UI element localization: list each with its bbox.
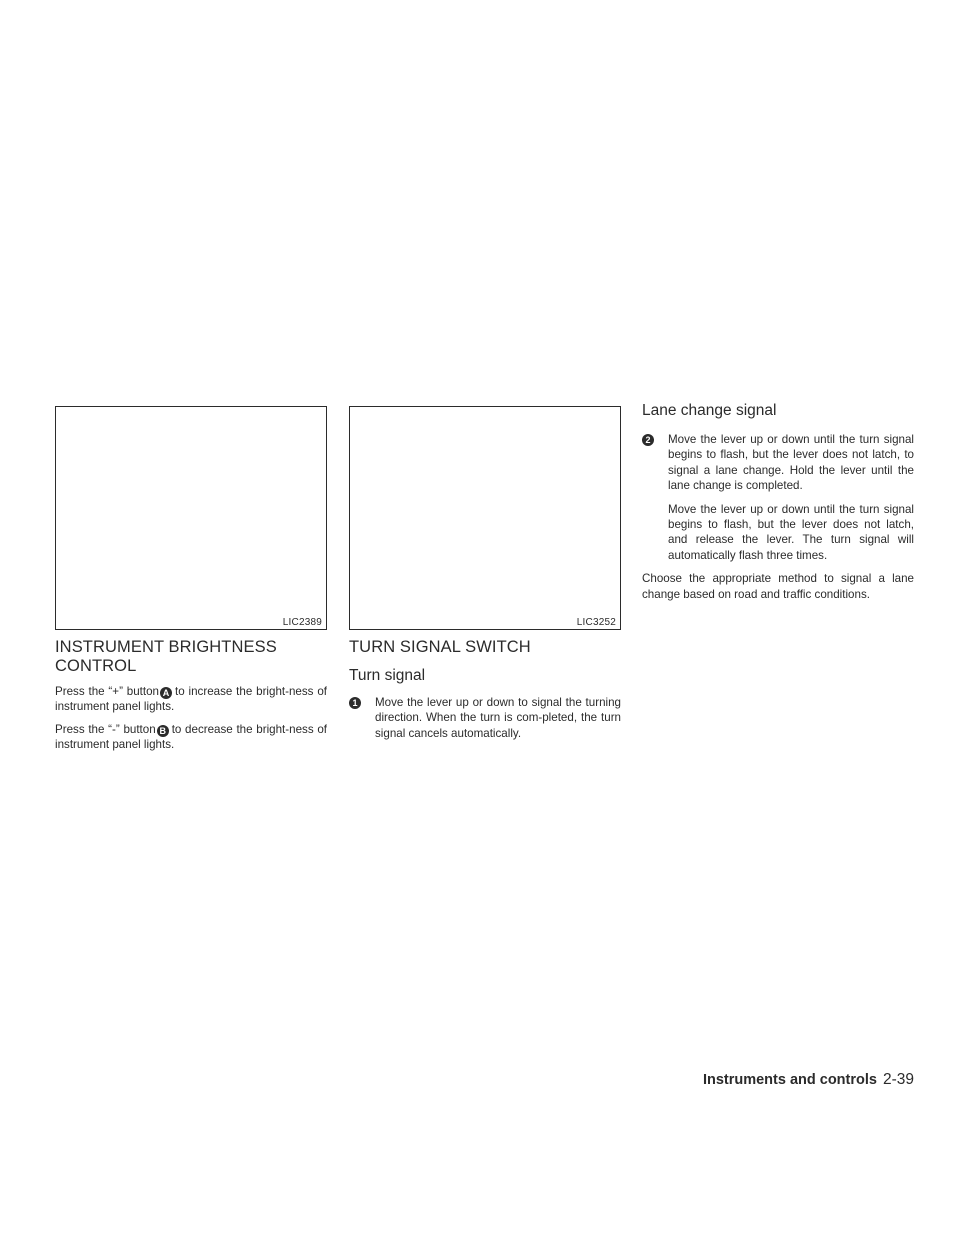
footer-section-title: Instruments and controls: [702, 1072, 877, 1088]
list-item-text: Move the lever up or down to signal the turning direction. When the turn is com-pleted, the turn signal cancels automatically.: [375, 696, 621, 740]
paragraph-text: to decrease the bright-ness of instrument panel lights.: [55, 722, 328, 752]
callout-a-icon: A: [160, 687, 172, 699]
indented-text: Move the lever up or down until the turn signal begins to flash, but the lever does not latch, and release the lever. The turn signal will automatically flash three times.: [668, 502, 914, 562]
figure-code: LIC2389: [282, 617, 322, 628]
list-item-1: [349, 695, 621, 741]
column-middle: [349, 406, 621, 749]
paragraph-text: to increase the bright-ness of instrument panel lights.: [55, 685, 327, 714]
figure-code: LIC3252: [576, 617, 616, 628]
callout-1-icon: 1: [349, 697, 361, 709]
column-left: [55, 406, 327, 760]
closing-paragraph: Choose the appropriate method to signal a lane change based on road and traffic conditions.: [642, 572, 914, 601]
figure-turn-signal-switch: [349, 406, 621, 630]
page-number: 2-39: [882, 1071, 914, 1088]
heading-instrument-brightness: INSTRUMENT BRIGHTNESS CONTROL: [55, 638, 277, 675]
list-item-text: Move the lever up or down until the turn signal begins to flash, but the lever does not latch, to signal a lane change. Hold the lever until the lane change is completed.: [668, 433, 914, 493]
heading-turn-signal-switch: TURN SIGNAL SWITCH: [349, 638, 531, 656]
callout-2-icon: 2: [642, 434, 654, 446]
paragraph-decrease: [55, 722, 327, 753]
paragraph-text: Press the “-” button: [55, 722, 156, 736]
subheading-turn-signal: Turn signal: [349, 667, 426, 684]
paragraph-text: Press the “+” button: [55, 685, 159, 698]
list-item-2: [642, 432, 914, 494]
indented-paragraph: [642, 502, 914, 564]
paragraph-increase: [55, 684, 327, 715]
figure-brightness-control: [55, 406, 327, 630]
column-right: [642, 402, 914, 609]
subheading-lane-change-signal: Lane change signal: [642, 402, 777, 419]
page-footer: [703, 1071, 914, 1089]
callout-b-icon: B: [157, 725, 169, 737]
